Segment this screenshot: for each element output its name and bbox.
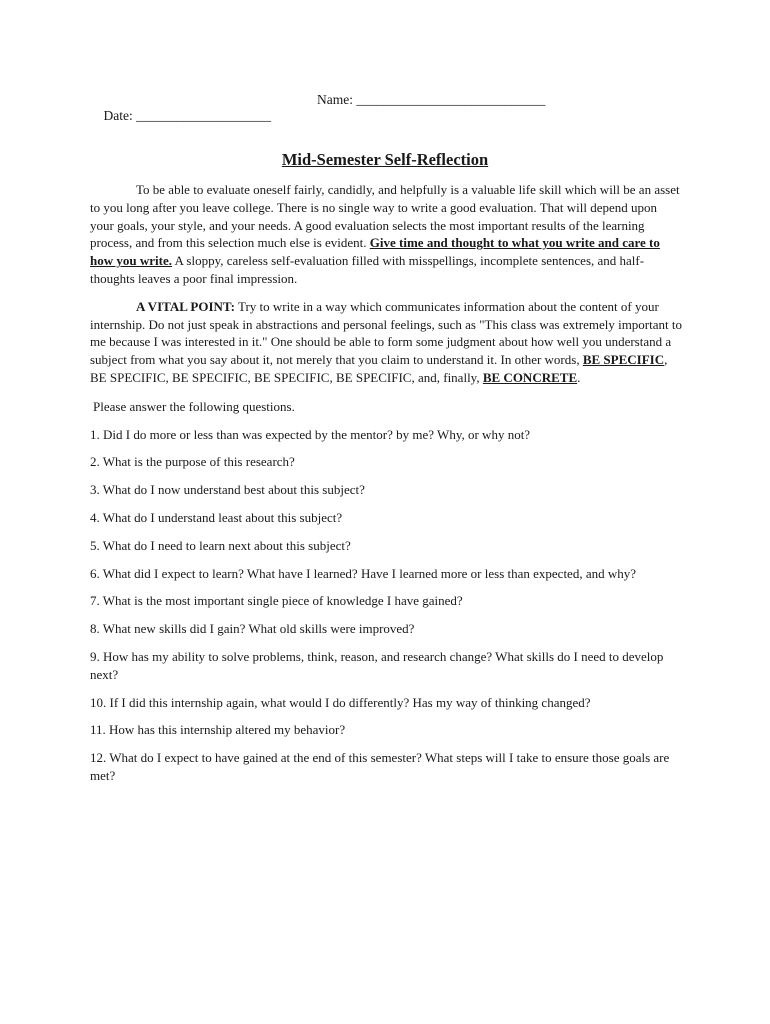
- question-item: 12. What do I expect to have gained at the end of this semester? What steps will I take to ensure those goals are met?: [90, 750, 670, 783]
- question-item: 3. What do I now understand best about this subject?: [90, 482, 365, 498]
- name-field: Name: ____________________________: [317, 92, 546, 107]
- vital-point-label: A VITAL POINT:: [136, 298, 235, 314]
- vital-text-3: .: [577, 369, 581, 385]
- question-item: 10. If I did this internship again, what would I do differently? Has my way of thinking changed?: [90, 694, 591, 710]
- document-body: [90, 181, 682, 795]
- be-specific-emphasis: BE SPECIFIC: [582, 352, 665, 368]
- intro-emphasis: Give time and thought to what you write and care to how you write.: [90, 235, 660, 269]
- be-concrete-emphasis: BE CONCRETE: [482, 369, 578, 385]
- question-item: 4. What do I understand least about this subject?: [90, 509, 343, 525]
- vital-text-2: , BE SPECIFIC, BE SPECIFIC, BE SPECIFIC, BE SPECIFIC, and, finally,: [90, 352, 668, 385]
- question-item: 5. What do I need to learn next about this subject?: [90, 537, 351, 553]
- question-item: 6. What did I expect to learn? What have I learned? Have I learned more or less than expected, and why?: [90, 565, 636, 581]
- questions-list: [90, 426, 682, 785]
- question-item: 9. How has my ability to solve problems, think, reason, and research change? What skills do I need to develop next?: [90, 648, 664, 682]
- vital-point-paragraph: [90, 298, 682, 387]
- question-item: 2. What is the purpose of this research?: [90, 454, 295, 470]
- question-item: 8. What new skills did I gain? What old skills were improved?: [90, 621, 415, 637]
- intro-text-1: To be able to evaluate oneself fairly, candidly, and helpfully is a valuable life skill which will be an asset to you long after you leave college. There is no single way to write a good evaluation. That will depend upon your goals, your style, and your needs. A good evaluation selects the most important results of the learning process, and from this selection much else is evident.: [90, 182, 680, 251]
- intro-paragraph: [90, 181, 682, 288]
- header-fields: [90, 92, 710, 156]
- page-title: Mid-Semester Self-Reflection: [281, 150, 489, 169]
- instruction-text: Please answer the following questions.: [93, 398, 295, 414]
- vital-text-1: Try to write in a way which communicates information about the content of your internship. Do not just speak in abstractions and personal feelings, such as "This class was extremely important to me because I was interested in it." One should be able to form some judgment about how well you understand a subject from what you say about it, not merely that you claim to understand it. In other words,: [90, 298, 682, 368]
- question-item: 11. How has this internship altered my behavior?: [90, 722, 346, 738]
- intro-text-2: A sloppy, careless self-evaluation filled with misspellings, incomplete sentences, and half-thoughts leaves a poor final impression.: [90, 253, 645, 286]
- date-field: Date: ____________________: [103, 108, 272, 123]
- question-item: 1. Did I do more or less than was expected by the mentor? by me? Why, or why not?: [90, 426, 531, 442]
- question-item: 7. What is the most important single piece of knowledge I have gained?: [90, 593, 463, 609]
